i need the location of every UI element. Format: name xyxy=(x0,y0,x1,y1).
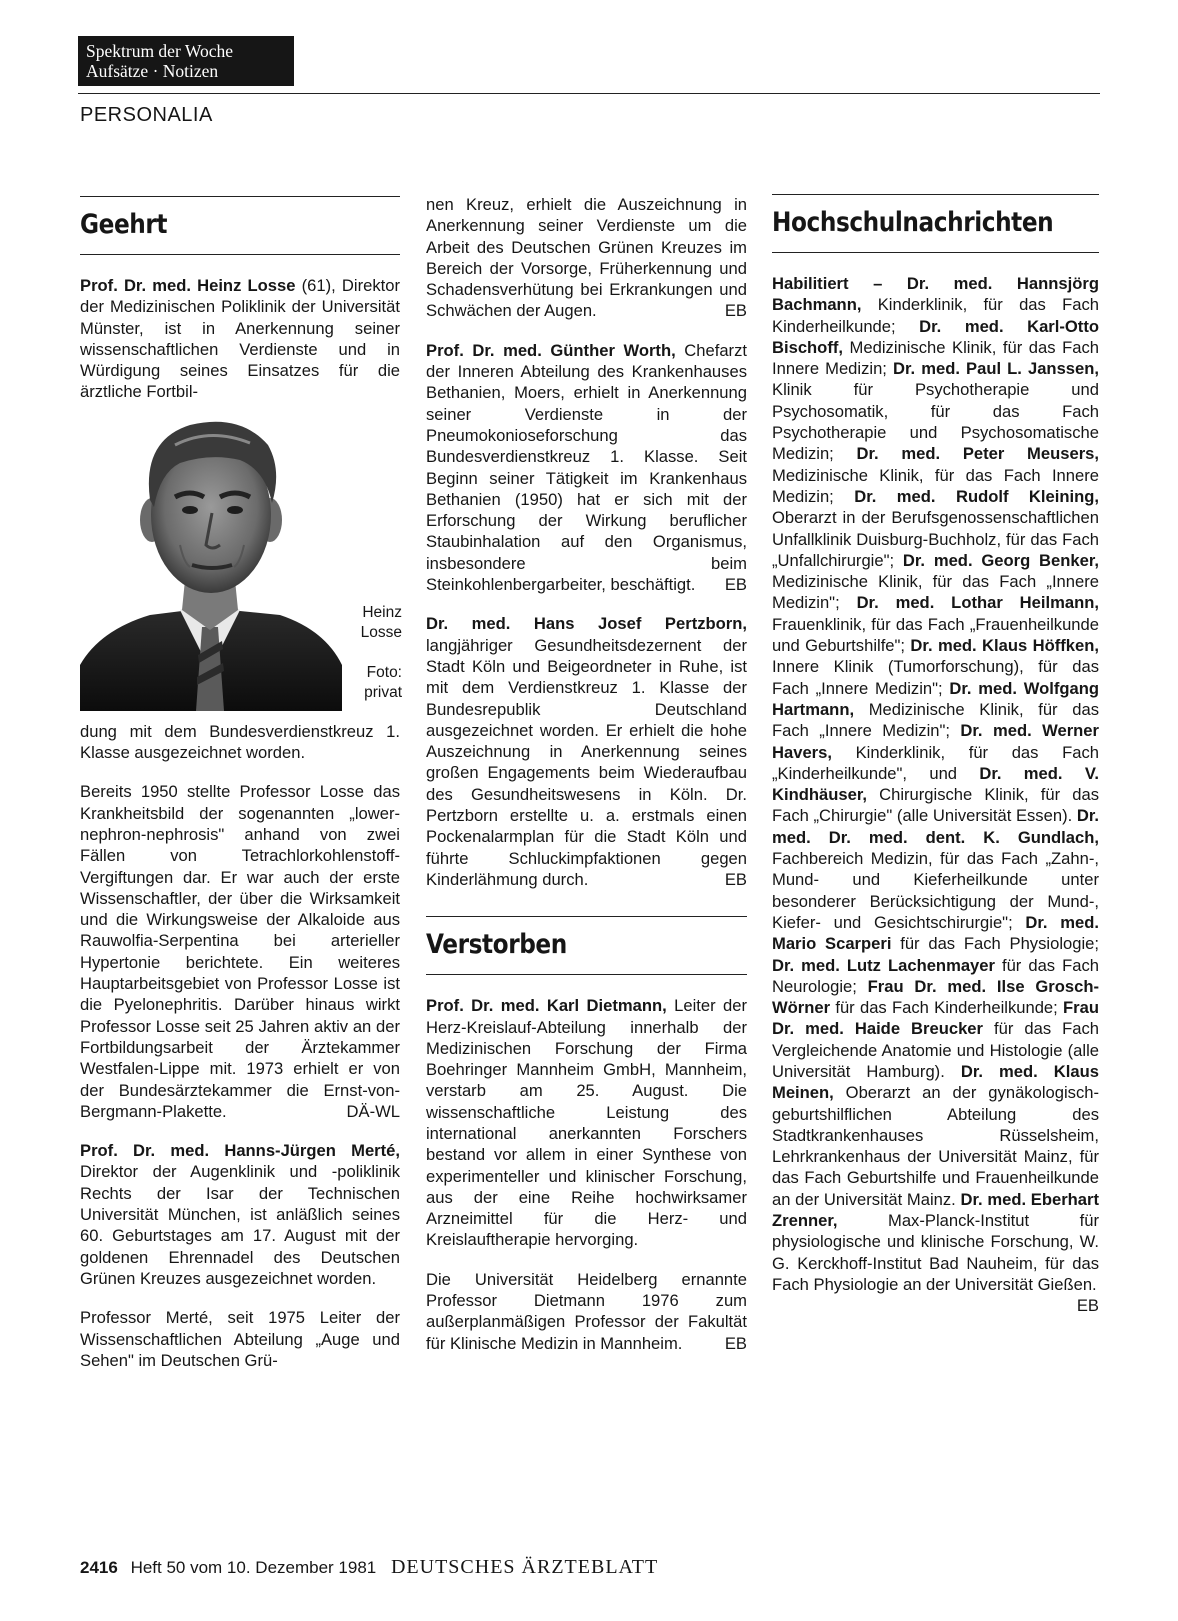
journal-name: DEUTSCHES ÄRZTEBLATT xyxy=(390,1556,659,1578)
text-segment: für das Fach Neurologie; xyxy=(772,955,1099,996)
top-rule xyxy=(78,93,1100,94)
person-name: Frau Dr. med. Haide Breucker xyxy=(772,998,1099,1039)
text-segment: Medizinische Klinik, für das Fach Innere Medizin; xyxy=(772,337,1099,379)
article-pertzborn: Dr. med. Hans Josef Pertzborn, langjähriger Gesundheitsdezernent der Stadt Köln und Beigeordneter in Ruhe, ist mit dem Verdienstkreuz 1. Klasse der Bundesrepublik Deutschland ausgezeichnet worden. Er erhielt die hohe Auszeichnung in Anerkennung seines großen Engagements beim Wiederaufbau des Gesundheitswesens in Köln. Dr. Pertzborn erstellte u. a. erstmals einen Pockenalarmplan für die Stadt Köln und führte Schluckimpfaktionen gegen Kinderlähmung durch. EB xyxy=(426,614,747,889)
text-segment: für das Fach Vergleichende Anatomie und Histologie (alle Universität Hamburg). xyxy=(772,1019,1099,1081)
person-name: Frau Dr. med. Ilse Grosch-Wörner xyxy=(772,976,1099,1018)
person-name: Dr. med. Klaus Höffken, xyxy=(910,636,1099,656)
issue-info: Heft 50 vom 10. Dezember 1981 xyxy=(130,1558,377,1577)
photo-block xyxy=(80,415,400,711)
article-dietmann-cont: Die Universität Heidelberg ernannte Professor Dietmann 1976 zum außerplanmäßigen Professor der Fakultät für Klinische Medizin in Mannheim. EB xyxy=(426,1269,747,1353)
person-name: Dr. med. Karl-Otto Bischoff, xyxy=(772,316,1099,357)
person-name: Prof. Dr. med. Heinz Losse xyxy=(80,276,296,295)
text-segment: Kinderklinik, für das Fach Kinderheilkunde; xyxy=(772,295,1099,336)
person-name: Dr. med. Rudolf Kleining, xyxy=(854,486,1099,506)
person-name: Prof. Dr. med. Karl Dietmann, xyxy=(426,996,667,1016)
article-losse-cont: dung mit dem Bundesverdienstkreuz 1. Klasse ausgezeichnet worden. xyxy=(80,721,400,763)
person-name: Dr. med. Werner Havers, xyxy=(772,721,1099,762)
person-name: Dr. med. Klaus Meinen, xyxy=(772,1061,1099,1103)
signature: EB xyxy=(724,1333,747,1353)
article-losse-body: Bereits 1950 stellte Professor Losse das Krankheitsbild der sogenannten „lower-nephron-nephrosis" anhand von zwei Fällen von Tetrachlorkohlenstoff-Vergiftungen dar. Er war auch der erste Wissenschaftler, der über die Wirksamkeit und die Wirkungsweise der Alkaloide aus Rauwolfia-Serpentina bei arterieller Hypertonie berichtete. Ein weiteres Hauptarbeitsgebiet von Professor Losse ist die Pyelonephritis. Darüber hinaus wirkt Professor Losse seit 25 Jahren aktiv an der Fortbildungsarbeit der Ärztekammer Westfalen-Lippe mit. 1973 erhielt er von der Bundesärztekammer die Ernst-von-Bergmann-Plakette. DÄ-WL xyxy=(80,782,400,1121)
text-segment: Fachbereich Medizin, für das Fach „Zahn-, Mund- und Kieferheilkunde unter besonderer Berücksichtigung der Mund-, Kiefer- und Gesichtschirurgie"; xyxy=(772,849,1099,932)
person-name: Dr. med. Peter Meusers, xyxy=(856,444,1099,464)
page-number: 2416 xyxy=(80,1558,118,1577)
text-segment: Oberarzt in der Berufsgenossenschaftlichen Unfallklinik Duisburg-Buchholz, für das Fach „Unfallchirurgie"; xyxy=(772,508,1099,570)
person-name: Dr. med. Wolfgang Hartmann, xyxy=(772,678,1099,719)
article-merte-intro: Prof. Dr. med. Hanns-Jürgen Merté, Direktor der Augenklinik und -poliklinik Rechts der Isar der Technischen Universität München, ist anläßlich seines 60. Geburtstages am 17. August mit der goldenen Ehrennadel des Deutschen Grünen Kreuzes ausgezeichnet worden. xyxy=(80,1141,400,1288)
text-segment: für das Fach Physiologie; xyxy=(891,934,1099,954)
section-kicker: PERSONALIA xyxy=(80,104,213,126)
person-name: Dr. med. Paul L. Janssen, xyxy=(893,359,1099,379)
article-worth: Prof. Dr. med. Günther Worth, Chefarzt der Inneren Abteilung des Krankenhauses Bethanien, Moers, erhielt in Anerkennung seiner Verdienste in der Pneumokonioseforschung das Bundesverdienstkreuz 1. Klasse. Seit Beginn seiner Tätigkeit im Krankenhaus Bethanien (1950) hat er sich mit der Erforschung der Wirkung beruflicher Staubinhalation auf den Organismus, insbesondere beim Steinkohlenbergarbeiter, beschäftigt. EB xyxy=(426,340,747,595)
text-segment: Kinderklinik, für das Fach „Kinderheilkunde", und xyxy=(772,742,1099,783)
person-name: Dr. med. Lothar Heilmann, xyxy=(856,593,1099,613)
person-name: Dr. med. V. Kindhäuser, xyxy=(772,763,1099,805)
article-habilitations xyxy=(772,273,1100,1316)
text-segment: Oberarzt an der gynäkologisch-geburtshilflichen Abteilung des Stadtkrankenhauses Rüsselsheim, Lehrkrankenhaus der Universität Mainz, für das Fach Geburtshilfe und Frauenheilkunde an der Universität Mainz. xyxy=(772,1083,1099,1209)
text-segment: Max-Planck-Institut für physiologische und klinische Forschung, W. G. Kerckhoff-Institut Bad Nauheim, für das Fach Physiologie an der Universität Gießen. xyxy=(772,1211,1099,1294)
habilitations-text xyxy=(772,274,1099,1294)
page-footer xyxy=(80,1556,658,1579)
text-segment: für das Fach Kinderheilkunde; xyxy=(830,998,1064,1018)
text-segment: Klinik für Psychotherapie und Psychosomatik, für das Fach Psychotherapie und Psychosomatische Medizin; xyxy=(772,380,1099,464)
person-name: Prof. Dr. med. Hanns-Jürgen Merté, xyxy=(80,1141,400,1161)
person-name: Dr. med. Lutz Lachenmayer xyxy=(772,955,995,975)
heading-geehrt: Geehrt xyxy=(80,209,168,240)
person-name: Prof. Dr. med. Günther Worth, xyxy=(426,340,676,360)
person-name: Dr. med. Dr. med. dent. K. Gundlach, xyxy=(772,806,1099,847)
person-name: Dr. med. Mario Scarperi xyxy=(772,912,1099,954)
signature: EB xyxy=(724,301,747,321)
signature: EB xyxy=(1076,1296,1099,1316)
column-1 xyxy=(80,196,400,1371)
signature: EB xyxy=(724,869,747,889)
text-segment: Medizinische Klinik, für das Fach Innere Medizin; xyxy=(772,465,1099,506)
article-merte-body: Professor Merté, seit 1975 Leiter der Wissenschaftlichen Abteilung „Auge und Sehen" im Deutschen Grü- xyxy=(80,1308,400,1370)
article-losse-intro: Prof. Dr. med. Heinz Losse (61), Direktor der Medizinischen Poliklinik der Universität Münster, ist in Anerkennung seiner wissenschaftlichen Verdienste und in Würdigung seines Einsatzes für die ärztliche Fortbil- xyxy=(80,276,400,402)
article-dietmann: Prof. Dr. med. Karl Dietmann, Leiter der Herz-Kreislauf-Abteilung innerhalb der Medizinischen Forschung der Firma Boehringer Mannheim GmbH, Mannheim, verstarb am 25. August. Die wissenschaftliche Leistung des international anerkannten Forschers bestand vor allem in einer Synthese von experimenteller und klinischer Forschung, aus der eine Reihe hochwirksamer Arzneimittel für die Herz- und Kreislauftherapie hervorging. xyxy=(426,996,747,1250)
text-segment: Medizinische Klinik, für das Fach „Innere Medizin"; xyxy=(772,699,1099,741)
photo-caption xyxy=(352,603,402,703)
text-segment: Frauenklinik, für das Fach „Frauenheilkunde und Geburtshilfe"; xyxy=(772,614,1099,656)
heading-verstorben: Verstorben xyxy=(426,929,567,961)
person-name: Dr. med. Eberhart Zrenner, xyxy=(772,1189,1100,1231)
person-name: Dr. med. Hans Josef Pertzborn, xyxy=(426,614,747,634)
heading-box-verstorben xyxy=(426,916,747,975)
heading-box-hochschulnachrichten xyxy=(772,194,1099,253)
column-2 xyxy=(426,194,747,1354)
photo-credit: Foto: privat xyxy=(364,663,402,701)
text-segment: Innere Klinik (Tumorforschung), für das Fach „Innere Medizin"; xyxy=(772,657,1099,698)
photo-caption-name: Heinz Losse xyxy=(360,603,402,641)
signature: DÄ-WL xyxy=(346,1101,400,1121)
article-merte-cont: nen Kreuz, erhielt die Auszeichnung in Anerkennung seiner Verdienste um die Arbeit des Deutschen Grünen Kreuzes im Bereich der Vorsorge, Früherkennung und Schadensverhütung bei Erkrankungen und Schwächen der Augen. EB xyxy=(426,195,747,321)
section-label-box xyxy=(78,36,294,86)
column-3 xyxy=(772,194,1099,1317)
section-label-line1: Spektrum der Woche xyxy=(86,41,233,61)
section-label-line2: Aufsätze · Notizen xyxy=(86,61,219,81)
portrait-photo xyxy=(80,415,342,711)
person-name: Habilitiert – Dr. med. Hannsjörg Bachmann, xyxy=(772,274,1099,315)
text-segment: Medizinische Klinik, für das Fach „Innere Medizin"; xyxy=(772,572,1099,613)
heading-hochschulnachrichten: Hochschulnachrichten xyxy=(772,207,1054,238)
text-segment: Chirurgische Klinik, für das Fach „Chirurgie" (alle Universität Essen). xyxy=(772,785,1099,826)
heading-box-geehrt xyxy=(80,196,400,255)
person-name: Dr. med. Georg Benker, xyxy=(902,550,1099,570)
signature: EB xyxy=(724,575,747,595)
